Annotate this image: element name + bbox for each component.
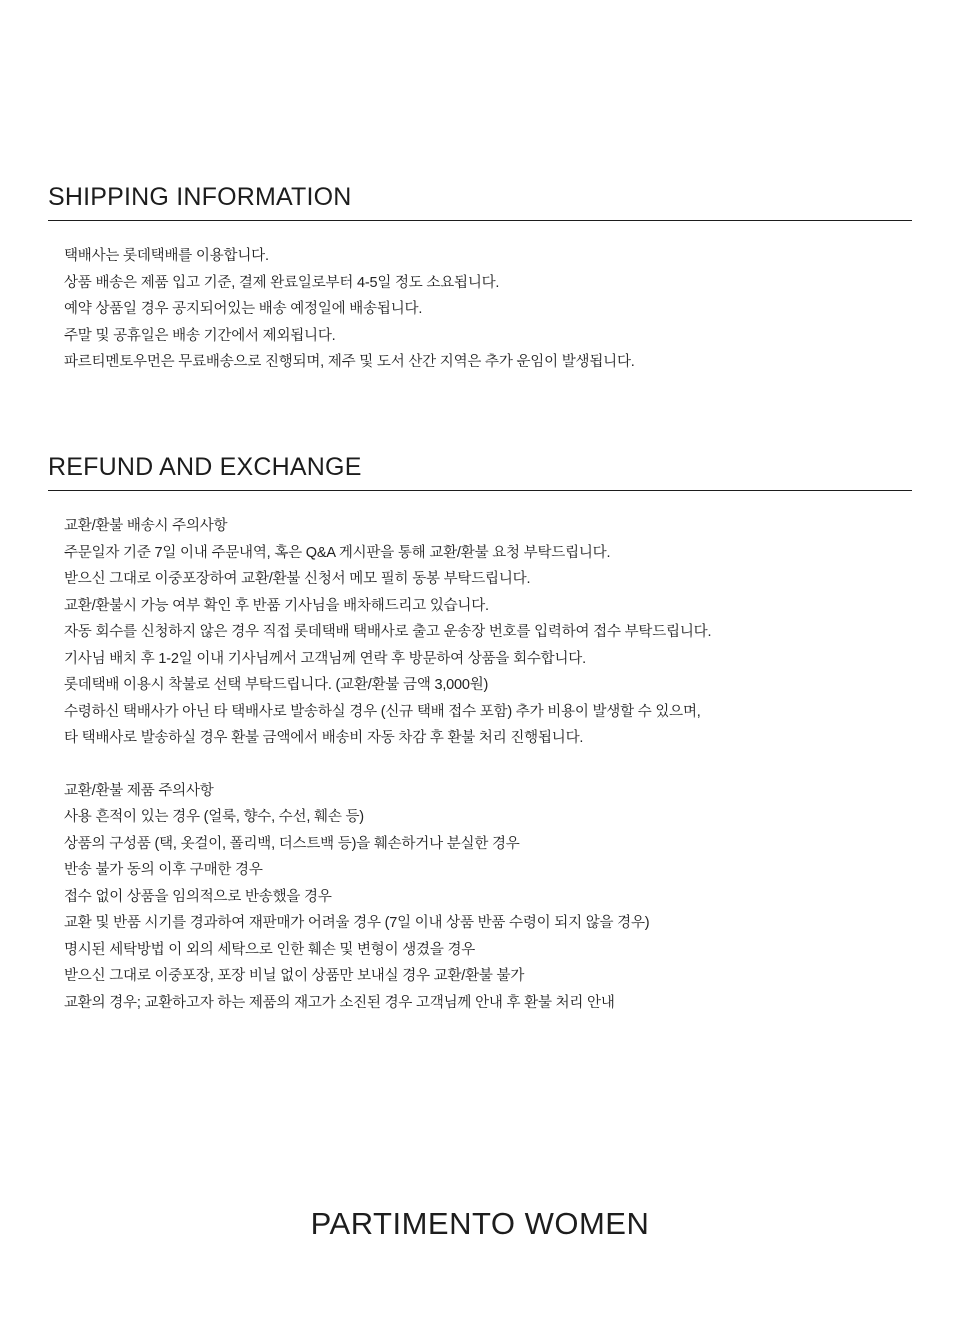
refund-note-line: 받으신 그대로 이중포장하여 교환/환불 신청서 메모 필히 동봉 부탁드립니다.: [64, 571, 531, 587]
refund-note-line: 롯데택배 이용시 착불로 선택 부탁드립니다. (교환/환불 금액 3,000원): [64, 677, 489, 693]
refund-note-line: 기사님 배치 후 1-2일 이내 기사님께서 고객님께 연락 후 방문하여 상품을 회수합니다.: [64, 650, 586, 667]
brand-wordmark: PARTIMENTO WOMEN: [310, 1206, 650, 1241]
shipping-section-title: SHIPPING INFORMATION: [48, 183, 352, 211]
shipping-title-divider: [48, 220, 912, 221]
refund-note-line: 주문일자 기준 7일 이내 주문내역, 혹은 Q&A 게시판을 통해 교환/환불 요청 부탁드립니다.: [64, 544, 611, 561]
shipping-information-section: [48, 182, 912, 376]
shipping-line: 상품 배송은 제품 입고 기준, 결제 완료일로부터 4-5일 정도 소요됩니다.: [64, 274, 500, 291]
refund-product-note-line: 받으신 그대로 이중포장, 포장 비닐 없이 상품만 보내실 경우 교환/환불 불가: [64, 968, 525, 984]
refund-note-line: 교환/환불 배송시 주의사항: [64, 518, 228, 534]
shipping-body: [48, 243, 912, 376]
shipping-line: 주말 및 공휴일은 배송 기간에서 제외됩니다.: [64, 327, 336, 344]
refund-product-note-line: 교환의 경우; 교환하고자 하는 제품의 재고가 소진된 경우 고객님께 안내 후 환불 처리 안내: [64, 994, 615, 1011]
refund-and-exchange-section: [48, 452, 912, 1016]
refund-product-note-line: 교환/환불 제품 주의사항: [64, 782, 214, 799]
refund-product-note-line: 반송 불가 동의 이후 구매한 경우: [64, 862, 263, 878]
refund-note-line: 자동 회수를 신청하지 않은 경우 직접 롯데택배 택배사로 출고 운송장 번호를 입력하여 접수 부탁드립니다.: [64, 624, 712, 640]
shipping-line: 택배사는 롯데택배를 이용합니다.: [64, 248, 269, 264]
refund-section-title: REFUND AND EXCHANGE: [48, 453, 362, 481]
refund-product-note-line: 명시된 세탁방법 이 외의 세탁으로 인한 훼손 및 변형이 생겼을 경우: [64, 941, 476, 958]
shipping-line: 예약 상품일 경우 공지되어있는 배송 예정일에 배송됩니다.: [64, 301, 423, 317]
refund-title-divider: [48, 490, 912, 491]
shipping-line: 파르티멘토우먼은 무료배송으로 진행되며, 제주 및 도서 산간 지역은 추가 운임이 발생됩니다.: [64, 354, 635, 370]
refund-product-note-line: 상품의 구성품 (택, 옷걸이, 폴리백, 더스트백 등)을 훼손하거나 분실한 경우: [64, 835, 520, 852]
refund-note-line: 수령하신 택배사가 아닌 타 택배사로 발송하실 경우 (신규 택배 접수 포함) 추가 비용이 발생할 수 있으며,: [64, 703, 701, 720]
refund-notes-spacer: [64, 752, 912, 778]
refund-note-line: 교환/환불시 가능 여부 확인 후 반품 기사님을 배차해드리고 있습니다.: [64, 597, 489, 614]
refund-shipping-notes: [48, 513, 912, 1016]
refund-note-line: 타 택배사로 발송하실 경우 환불 금액에서 배송비 자동 차감 후 환불 처리 진행됩니다.: [64, 730, 584, 746]
refund-product-note-line: 사용 흔적이 있는 경우 (얼룩, 향수, 수선, 훼손 등): [64, 809, 364, 825]
refund-product-note-line: 교환 및 반품 시기를 경과하여 재판매가 어려울 경우 (7일 이내 상품 반품 수령이 되지 않을 경우): [64, 915, 650, 931]
refund-product-note-line: 접수 없이 상품을 임의적으로 반송했을 경우: [64, 888, 332, 905]
